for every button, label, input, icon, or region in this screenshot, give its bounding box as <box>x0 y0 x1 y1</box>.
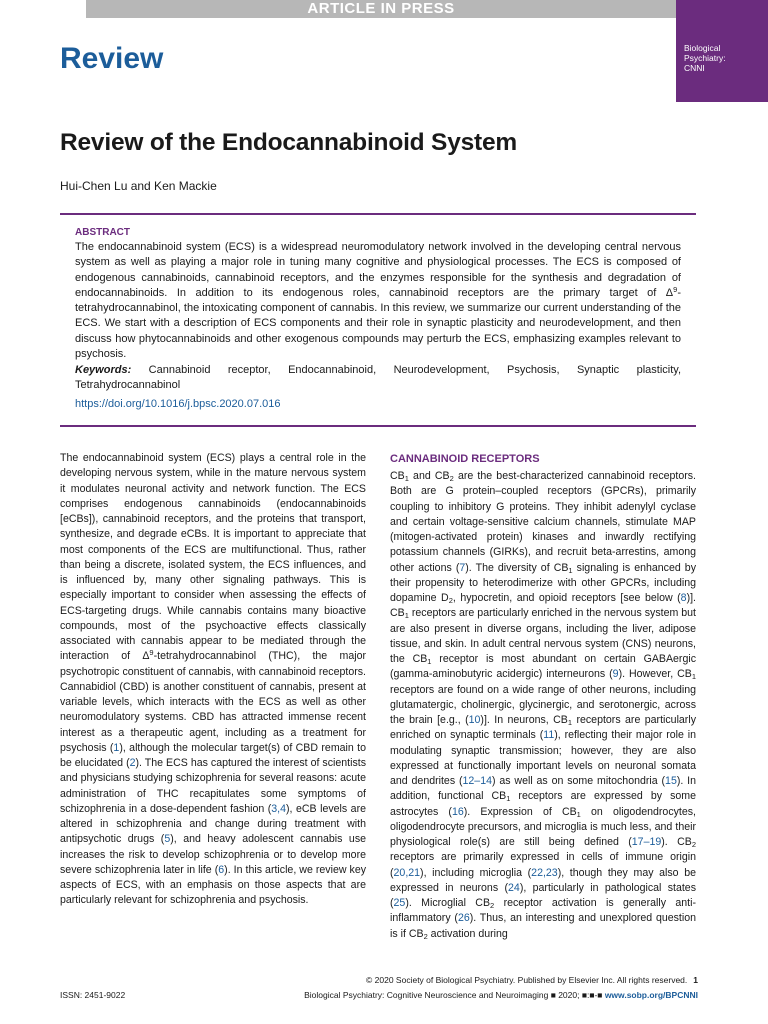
citation-link[interactable]: 22,23 <box>531 866 558 879</box>
journal-tab <box>676 0 768 102</box>
intro-paragraph: The endocannabinoid system (ECS) plays a central role in the developing nervous system, while in the mature nervous system it modulates neuronal activity and network function. The ECS comprises endogenous cannabinoids (endocannabinoids [eCBs]), cannabinoid receptors, and the proteins that transport, synthesize, and degrade eCBs. It is important to appreciate that most components of the ECS are multifunctional. Thus, rather than being a discrete, isolated system, the ECS influences, and is influenced by, many other signaling pathways. This is especially important to consider when assessing the effects of ECS-targeting drugs. While cannabis contains many bioactive compounds, most of the psychoactive effects classically associated with cannabis appear to be mediated through the interaction of $\Delta^9$-tetrahydrocannabinol (THC), the major psychotropic constituent of cannabis, with cannabinoid receptors. Cannabidiol (CBD) is another constituent of cannabis, present at variable levels, which interacts with the ECS as well as other neuromodulatory systems. CBD has attracted immense recent interest as a therapeutic agent, including as a treatment for psychosis (1), although the molecular target(s) of CBD remain to be elucidated (2). The ECS has captured the interest of scientists and physicians studying schizophrenia for several reasons: acute administration of THC recapitulates some symptoms of schizophrenia in a dose-dependent fashion (3,4), eCB levels are altered in schizophrenia and change during treatment with antipsychotic drugs (5), and heavy adolescent cannabis use increases the risk to develop schizophrenia or to develop more severe schizophrenia later in life (6). In this article, we review key aspects of ECS, with an emphasis on those aspects that are particularly relevant for schizophrenia and psychosis. <box>60 452 367 907</box>
abstract-bottom-rule <box>60 425 696 427</box>
citation-link[interactable]: 7 <box>459 561 466 574</box>
citation-link[interactable]: 6 <box>218 863 225 876</box>
keywords <box>75 363 681 394</box>
copyright-line: © 2020 Society of Biological Psychiatry. Published by Elsevier Inc. All rights reserved. 1 <box>366 975 698 985</box>
journal-citation: Biological Psychiatry: Cognitive Neuroscience and Neuroimaging ■ 2020; ■:■-■ www.sobp.org/BPCNNI <box>304 990 698 1000</box>
journal-tab-line: Psychiatry: <box>684 53 726 63</box>
citation-link[interactable]: 24 <box>508 881 520 894</box>
article-in-press-banner: ARTICLE IN PRESS <box>86 0 676 18</box>
section-label: Review <box>60 42 164 75</box>
keywords-label: Keywords: <box>75 364 132 376</box>
article-title: Review of the Endocannabinoid System <box>60 129 518 156</box>
journal-tab-line: Biological <box>684 43 721 53</box>
receptors-paragraph: $CB_1$ and $CB_2$ are the best-characterized cannabinoid receptors. Both are G protein–coupled receptors (GPCRs), primarily coupling to inhibitory G proteins. They inhibit adenylyl cyclase and certain voltage-sensitive calcium channels, stimulate MAP (mitogen-activated protein) kinases and inwardly rectifying potassium channels (GIRKs), and recruit beta-arrestins, among other actions (7). The diversity of $CB_1$ signaling is enhanced by their propensity to heterodimerize with other GPCRs, including dopamine $D_2$, hypocretin, and opioid receptors [see below (8)]. $CB_1$ receptors are particularly enriched in the nervous system but are also present in diverse organs, including the liver, adipose tissue, and skin. In adult central nervous system (CNS) neurons, the $CB_1$ receptor is most abundant on certain GABAergic (gamma-aminobutyric acidergic) interneurons (9). However, $CB_1$ receptors are found on a wide range of other neurons, including glutamatergic, cholinergic, glycinergic, and serotonergic, across the brain [e.g., (10)]. In neurons, $CB_1$ receptors are particularly enriched on synaptic terminals (11), reflecting their major role in modulating synaptic transmission; however, they are also expressed at functionally important levels on neuronal somata and dendrites (12–14) as well as on some mitochondria (15). In addition, functional $CB_1$ receptors are expressed by some astrocytes (16). Expression of $CB_1$ on oligodendrocytes, oligodendrocyte precursors, and microglia is much less, and their physiological role(s) are still being defined (17–19). $CB_2$ receptors are primarily expressed in cells of immune origin (20,21), including microglia (22,23), though they may also be expressed in neurons (24), particularly in pathological states (25). Microglial $CB_2$ receptor activation is generally anti-inflammatory (26). Thus, an interesting and unexplored question is if $CB_2$ activation during <box>390 470 697 941</box>
citation-link[interactable]: 5 <box>164 833 171 846</box>
journal-url-link[interactable]: www.sobp.org/BPCNNI <box>604 990 698 1000</box>
citation-link[interactable]: 17–19 <box>631 836 662 848</box>
citation-link[interactable]: 26 <box>457 912 470 925</box>
citation-link[interactable]: 3,4 <box>271 802 287 815</box>
issn: ISSN: 2451-9022 <box>60 990 126 1000</box>
page-number: 1 <box>693 975 698 985</box>
abstract-heading: ABSTRACT <box>75 227 130 238</box>
citation-link[interactable]: 12–14 <box>462 775 492 787</box>
abstract-text: The endocannabinoid system (ECS) is a widespread neuromodulatory network involved in the developing central nervous system as well as playing a major role in tuning many cognitive and physiological processes. The ECS is composed of endogenous cannabinoids, cannabinoid receptors, and the enzymes responsible for the synthesis and degradation of endocannabinoids. In addition to its endogenous roles, cannabinoid receptors are the primary target of $\Delta^9$-tetrahydrocannabinol, the intoxicating component of cannabis. In this review, we summarize our current understanding of the ECS. We start with a description of ECS components and their role in synaptic plasticity and neurodevelopment, and then discuss how phytocannabinoids and other exogenous compounds may perturb the ECS, emphasizing examples relevant to psychosis. <box>75 241 681 361</box>
authors: Hui-Chen Lu and Ken Mackie <box>60 179 217 193</box>
citation-link[interactable]: 8 <box>680 592 687 604</box>
doi-link[interactable]: https://doi.org/10.1016/j.bpsc.2020.07.016 <box>75 398 281 410</box>
citation-link[interactable]: 1 <box>113 741 120 754</box>
citation-link[interactable]: 11 <box>543 729 555 742</box>
citation-link[interactable]: 25 <box>393 897 406 909</box>
citation-link[interactable]: 9 <box>612 668 619 681</box>
citation-link[interactable]: 20,21 <box>393 866 421 879</box>
keywords-list: Cannabinoid receptor, Endocannabinoid, Neurodevelopment, Psychosis, Synaptic plasticity, Tetrahydrocannabinol <box>75 364 681 392</box>
citation-link[interactable]: 16 <box>451 805 464 818</box>
journal-tab-line: CNNI <box>684 63 705 73</box>
citation-link[interactable]: 2 <box>129 757 136 769</box>
citation-link[interactable]: 10 <box>468 714 481 726</box>
citation-link[interactable]: 15 <box>665 775 677 787</box>
section-heading-cannabinoid-receptors: CANNABINOID RECEPTORS <box>390 453 540 465</box>
abstract-top-rule <box>60 213 696 215</box>
